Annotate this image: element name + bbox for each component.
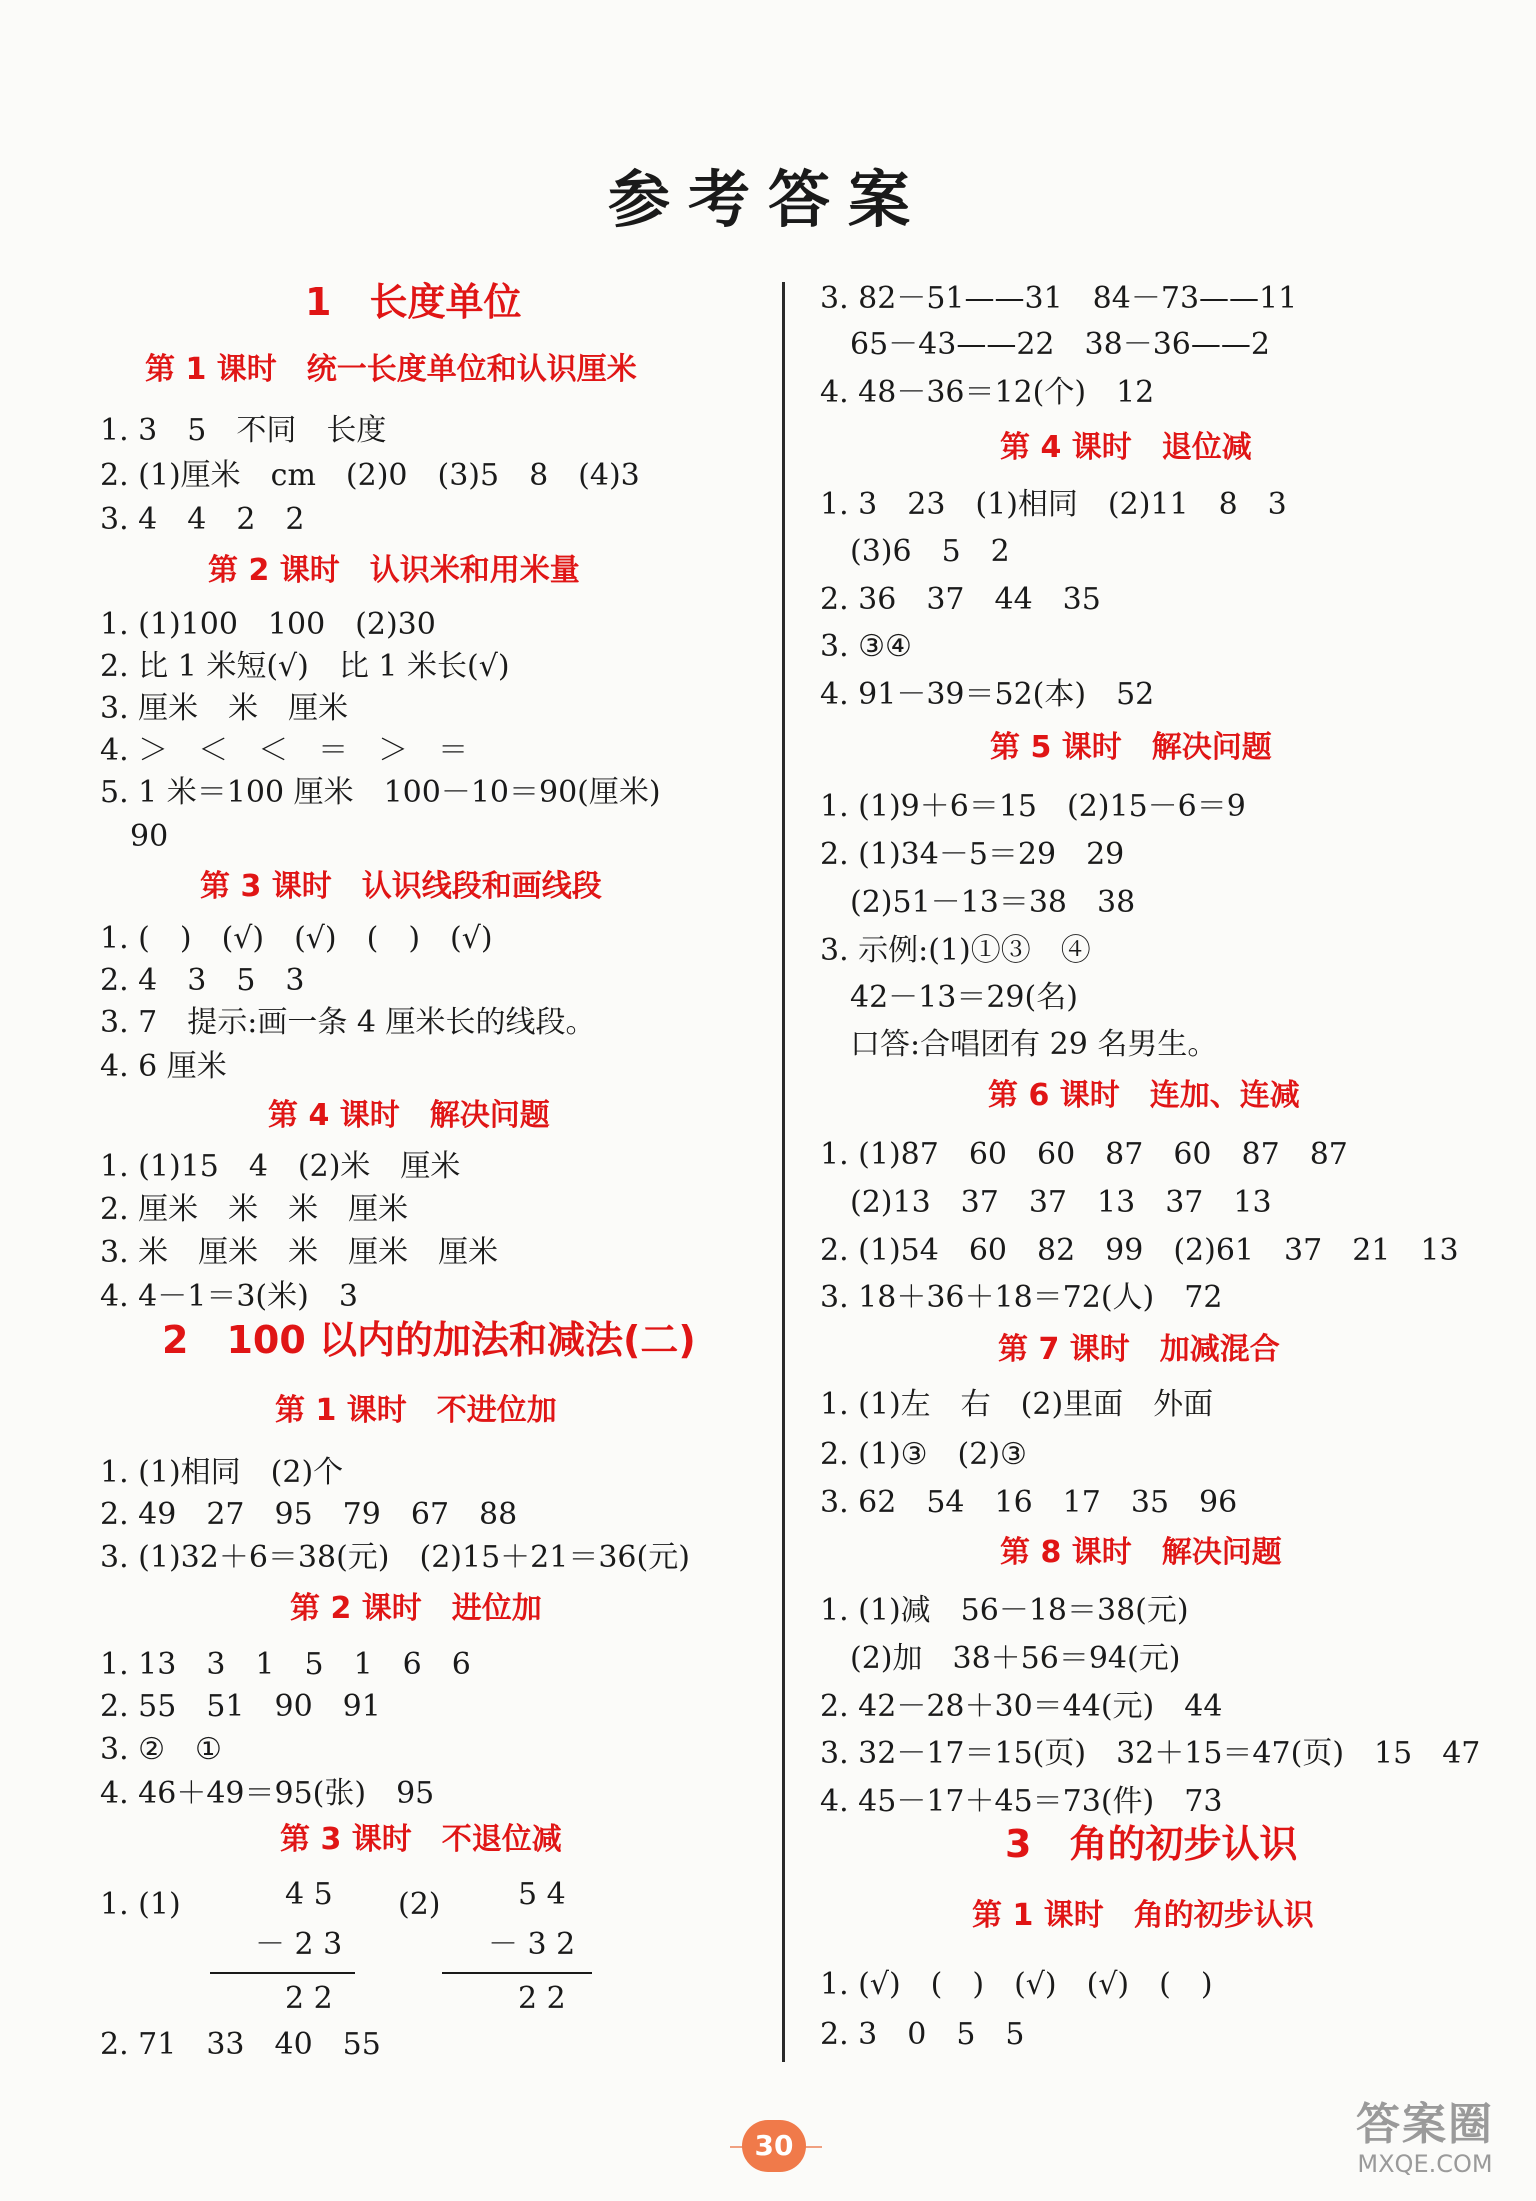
- vsub-b-result: 2 2: [518, 1981, 566, 2016]
- answer-line: 1. (1)87 60 60 87 60 87 87: [820, 1137, 1348, 1172]
- watermark-title: 答案圈: [1356, 2099, 1494, 2150]
- vsub-label-2: (2): [398, 1887, 441, 1922]
- answer-line: 1. (1)减 56－18＝38(元): [820, 1593, 1189, 1628]
- answer-line: (2)13 37 37 13 37 13: [820, 1185, 1272, 1220]
- answer-line: 3. 7 提示:画一条 4 厘米长的线段。: [100, 1005, 596, 1040]
- answer-line: 4. ＞ ＜ ＜ ＝ ＞ ＝: [100, 733, 469, 768]
- answer-line: 2. 55 51 90 91: [100, 1689, 381, 1724]
- answer-line: 4. 6 厘米: [100, 1049, 227, 1084]
- lesson-heading: 第 1 课时 不进位加: [275, 1393, 557, 1428]
- answer-line: 3. 62 54 16 17 35 96: [820, 1485, 1238, 1520]
- answer-line: 1. (1)9＋6＝15 (2)15－6＝9: [820, 789, 1246, 824]
- unit-2-heading: 2 100 以内的加法和减法(二): [162, 1318, 696, 1362]
- answer-line: 2. (1)③ (2)③: [820, 1437, 1027, 1472]
- lesson-heading: 第 1 课时 统一长度单位和认识厘米: [145, 352, 637, 387]
- answer-line: 3. ② ①: [100, 1732, 222, 1767]
- answer-line: 2. 71 33 40 55: [100, 2027, 381, 2062]
- answer-line: 1. (1)15 4 (2)米 厘米: [100, 1149, 461, 1184]
- answer-line: 2. (1)厘米 cm (2)0 (3)5 8 (4)3: [100, 458, 640, 493]
- answer-line: 1. (√) ( ) (√) (√) ( ): [820, 1967, 1213, 2002]
- answer-line: 5. 1 米＝100 厘米 100－10＝90(厘米): [100, 775, 661, 810]
- answer-line: 1. 3 23 (1)相同 (2)11 8 3: [820, 487, 1287, 522]
- vertical-subtraction: [100, 1878, 740, 2018]
- answer-line: 90: [100, 819, 169, 854]
- vsub-a-bar: [210, 1972, 355, 1974]
- unit-3-heading: 3 角的初步认识: [1005, 1822, 1298, 1866]
- answer-line: 3. (1)32＋6＝38(元) (2)15＋21＝36(元): [100, 1540, 690, 1575]
- answer-line: 3. 厘米 米 厘米: [100, 691, 349, 726]
- vsub-a-result: 2 2: [285, 1981, 333, 2016]
- answer-line: 3. 82－51——31 84－73——11: [820, 281, 1298, 316]
- answer-line: 3. 18＋36＋18＝72(人) 72: [820, 1280, 1223, 1315]
- lesson-heading: 第 2 课时 进位加: [290, 1591, 542, 1626]
- vsub-a-top: 4 5: [285, 1877, 333, 1912]
- answer-line: 口答:合唱团有 29 名男生。: [820, 1027, 1218, 1062]
- lesson-heading: 第 4 课时 解决问题: [268, 1098, 550, 1133]
- answer-line: 65－43——22 38－36——2: [820, 327, 1270, 362]
- answer-line: 2. 厘米 米 米 厘米: [100, 1192, 409, 1227]
- answer-line: 3. 示例:(1)①③ ④: [820, 933, 1091, 968]
- page-title: 参考答案: [607, 163, 928, 236]
- answer-line: 2. 4 3 5 3: [100, 963, 305, 998]
- lesson-heading: 第 7 课时 加减混合: [998, 1332, 1280, 1367]
- answer-line: 2. 比 1 米短(√) 比 1 米长(√): [100, 649, 510, 684]
- lesson-heading: 第 5 课时 解决问题: [990, 730, 1272, 765]
- answer-line: 2. (1)34－5＝29 29: [820, 837, 1125, 872]
- answer-line: 4. 4－1＝3(米) 3: [100, 1279, 358, 1314]
- answer-line: 2. 36 37 44 35: [820, 582, 1101, 617]
- watermark: [1330, 2100, 1520, 2178]
- answer-line: 1. ( ) (√) (√) ( ) (√): [100, 921, 493, 956]
- answer-line: 3. 4 4 2 2: [100, 502, 305, 537]
- unit-1-heading: 1 长度单位: [305, 280, 522, 324]
- lesson-heading: 第 8 课时 解决问题: [1000, 1535, 1282, 1570]
- answer-line: 3. ③④: [820, 629, 912, 664]
- answer-line: 2. (1)54 60 82 99 (2)61 37 21 13: [820, 1233, 1459, 1268]
- lesson-heading: 第 3 课时 不退位减: [280, 1822, 562, 1857]
- watermark-url: MXQE.COM: [1357, 2150, 1493, 2178]
- answer-line: 1. (1)左 右 (2)里面 外面: [820, 1387, 1214, 1422]
- page-number: 30: [742, 2120, 806, 2172]
- answer-line: 1. (1)100 100 (2)30: [100, 607, 436, 642]
- answer-line: 2. 42－28＋30＝44(元) 44: [820, 1689, 1223, 1724]
- answer-line: (2)51－13＝38 38: [820, 885, 1136, 920]
- answer-line: 4. 45－17＋45＝73(件) 73: [820, 1784, 1223, 1819]
- vsub-a-mid: － 2 3: [255, 1927, 343, 1962]
- answer-line: 42－13＝29(名): [820, 980, 1078, 1015]
- answer-line: 3. 米 厘米 米 厘米 厘米: [100, 1235, 499, 1270]
- answer-line: 1. 3 5 不同 长度: [100, 413, 387, 448]
- answer-line: 4. 91－39＝52(本) 52: [820, 677, 1155, 712]
- answer-line: (3)6 5 2: [820, 534, 1010, 569]
- answer-line: 4. 46＋49＝95(张) 95: [100, 1776, 435, 1811]
- answer-line: (2)加 38＋56＝94(元): [820, 1641, 1181, 1676]
- answer-line: 2. 3 0 5 5: [820, 2017, 1025, 2052]
- answer-line: 3. 32－17＝15(页) 32＋15＝47(页) 15 47: [820, 1736, 1481, 1771]
- vsub-b-mid: － 3 2: [488, 1927, 576, 1962]
- vsub-b-bar: [442, 1972, 592, 1974]
- vsub-b-top: 5 4: [518, 1877, 566, 1912]
- answer-line: 1. (1)相同 (2)个: [100, 1455, 344, 1490]
- lesson-heading: 第 4 课时 退位减: [1000, 430, 1252, 465]
- lesson-heading: 第 3 课时 认识线段和画线段: [200, 869, 602, 904]
- lesson-heading: 第 1 课时 角的初步认识: [972, 1898, 1314, 1933]
- vsub-label: 1. (1): [100, 1887, 181, 1922]
- answer-line: 4. 48－36＝12(个) 12: [820, 375, 1155, 410]
- lesson-heading: 第 2 课时 认识米和用米量: [208, 553, 580, 588]
- answer-line: 2. 49 27 95 79 67 88: [100, 1497, 518, 1532]
- column-divider: [782, 282, 785, 2062]
- lesson-heading: 第 6 课时 连加、连减: [988, 1078, 1300, 1113]
- answer-line: 1. 13 3 1 5 1 6 6: [100, 1647, 471, 1682]
